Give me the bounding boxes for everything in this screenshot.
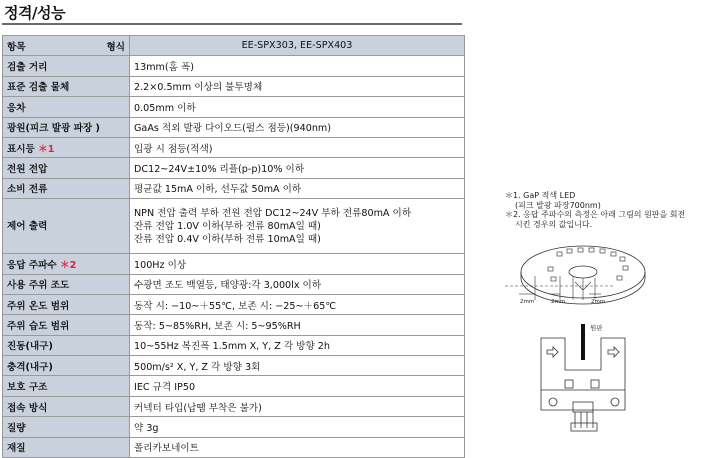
row-value-multiline <box>130 199 465 254</box>
header-model-value: EE-SPX303, EE-SPX403 <box>130 36 465 56</box>
row-label: 질량 <box>3 417 130 437</box>
table-row <box>3 76 465 96</box>
row-value-line: 잔류 전압 0.4V 이하(부하 전류 10mA일 때) <box>134 233 321 245</box>
row-label: 광원(피크 발광 파장 ) <box>3 117 130 137</box>
row-label: 표시등 <box>7 143 35 155</box>
row-value: 동작 시: −10~＋55℃, 보존 시: −25~＋65℃ <box>130 294 465 314</box>
row-value: 평균값 15mA 이하, 선두값 50mA 이하 <box>130 178 465 198</box>
table-row <box>3 158 465 178</box>
row-value: 수광면 조도 백열등, 태양광:각 3,000lx 이하 <box>130 274 465 294</box>
arrow-left-icon <box>547 347 558 357</box>
row-label-with-note <box>3 137 130 157</box>
row-value-line: 잔류 전압 1.0V 이하(부하 전류 80mA일 때) <box>134 220 321 232</box>
row-value: 0.05mm 이하 <box>130 97 465 117</box>
row-label: 주위 습도 범위 <box>3 315 130 335</box>
row-label: 접속 방식 <box>3 396 130 416</box>
row-value: GaAs 적외 발광 다이오드(펄스 점등)(940nm) <box>130 117 465 137</box>
row-label: 응차 <box>3 97 130 117</box>
row-value-line: NPN 전압 출력 부하 전원 전압 DC12~24V 부하 전류80mA 이하 <box>134 207 412 219</box>
row-label: 전원 전압 <box>3 158 130 178</box>
table-header-row <box>3 36 465 56</box>
row-value: 2.2×0.5mm 이상의 불투명체 <box>130 76 465 96</box>
row-value: 입광 시 점등(적색) <box>130 137 465 157</box>
footnote-2-sub: 시킨 경우의 값입니다. <box>515 219 593 229</box>
dim-label-b: 2mm <box>551 299 566 305</box>
row-value: 커넥터 타입(납땜 부착은 불가) <box>130 396 465 416</box>
dim-label-c: 2mm <box>591 299 606 305</box>
row-label: 재질 <box>3 437 130 457</box>
row-label: 사용 주위 조도 <box>3 274 130 294</box>
table-row <box>3 417 465 437</box>
disk-label: 원판 <box>590 324 603 332</box>
header-item-cell <box>3 36 130 56</box>
row-label: 충격(내구) <box>3 356 130 376</box>
table-row <box>3 437 465 457</box>
note-mark: ＊2 <box>60 259 77 271</box>
table-row <box>3 137 465 157</box>
table-row <box>3 97 465 117</box>
table-row <box>3 335 465 355</box>
footnote-1: ＊1. GaP 적색 LED <box>505 191 576 200</box>
table-row <box>3 396 465 416</box>
row-label: 제어 출력 <box>3 199 130 254</box>
spec-table <box>2 35 465 458</box>
table-row <box>3 117 465 137</box>
row-value: 100Hz 이상 <box>130 254 465 274</box>
row-label: 응답 주파수 <box>7 259 57 271</box>
table-row <box>3 315 465 335</box>
footnotes <box>505 191 685 229</box>
dim-label-a: 2mm <box>520 299 535 305</box>
page-title: 정격/성능 <box>4 4 65 22</box>
row-value: 약 3g <box>130 417 465 437</box>
measurement-diagram <box>505 230 710 435</box>
table-row <box>3 254 465 274</box>
table-row <box>3 294 465 314</box>
table-row <box>3 376 465 396</box>
table-row <box>3 274 465 294</box>
row-label: 소비 전류 <box>3 178 130 198</box>
row-value: 500m/s² X, Y, Z 각 방향 3회 <box>130 356 465 376</box>
row-value: 폴리카보네이트 <box>130 437 465 457</box>
note-mark: ＊1 <box>38 143 55 155</box>
row-value: 동작: 5~85%RH, 보존 시: 5~95%RH <box>130 315 465 335</box>
row-label: 보호 구조 <box>3 376 130 396</box>
row-label: 검출 거리 <box>3 56 130 76</box>
row-label-with-note <box>3 254 130 274</box>
row-value: DC12~24V±10% 리플(p-p)10% 이하 <box>130 158 465 178</box>
footnote-2: ＊2. 응답 주파수의 측정은 아래 그림의 원판을 회전 <box>505 210 686 219</box>
header-model-label: 형식 <box>106 41 125 53</box>
table-row <box>3 56 465 76</box>
table-row <box>3 178 465 198</box>
row-label: 표준 검출 물체 <box>3 76 130 96</box>
table-row <box>3 199 465 254</box>
row-value: 13mm(홈 폭) <box>130 56 465 76</box>
disk-edge-mark <box>581 324 585 360</box>
row-label: 주위 온도 범위 <box>3 294 130 314</box>
footnote-1-sub: (피크 발광 파장700nm) <box>515 200 601 210</box>
arrow-right-icon <box>608 347 619 357</box>
row-label: 진동(내구) <box>3 335 130 355</box>
table-row <box>3 356 465 376</box>
row-value: IEC 규격 IP50 <box>130 376 465 396</box>
header-item-label: 항목 <box>7 41 26 53</box>
row-value: 10~55Hz 복진폭 1.5mm X, Y, Z 각 방향 2h <box>130 335 465 355</box>
title-rule <box>2 23 462 25</box>
